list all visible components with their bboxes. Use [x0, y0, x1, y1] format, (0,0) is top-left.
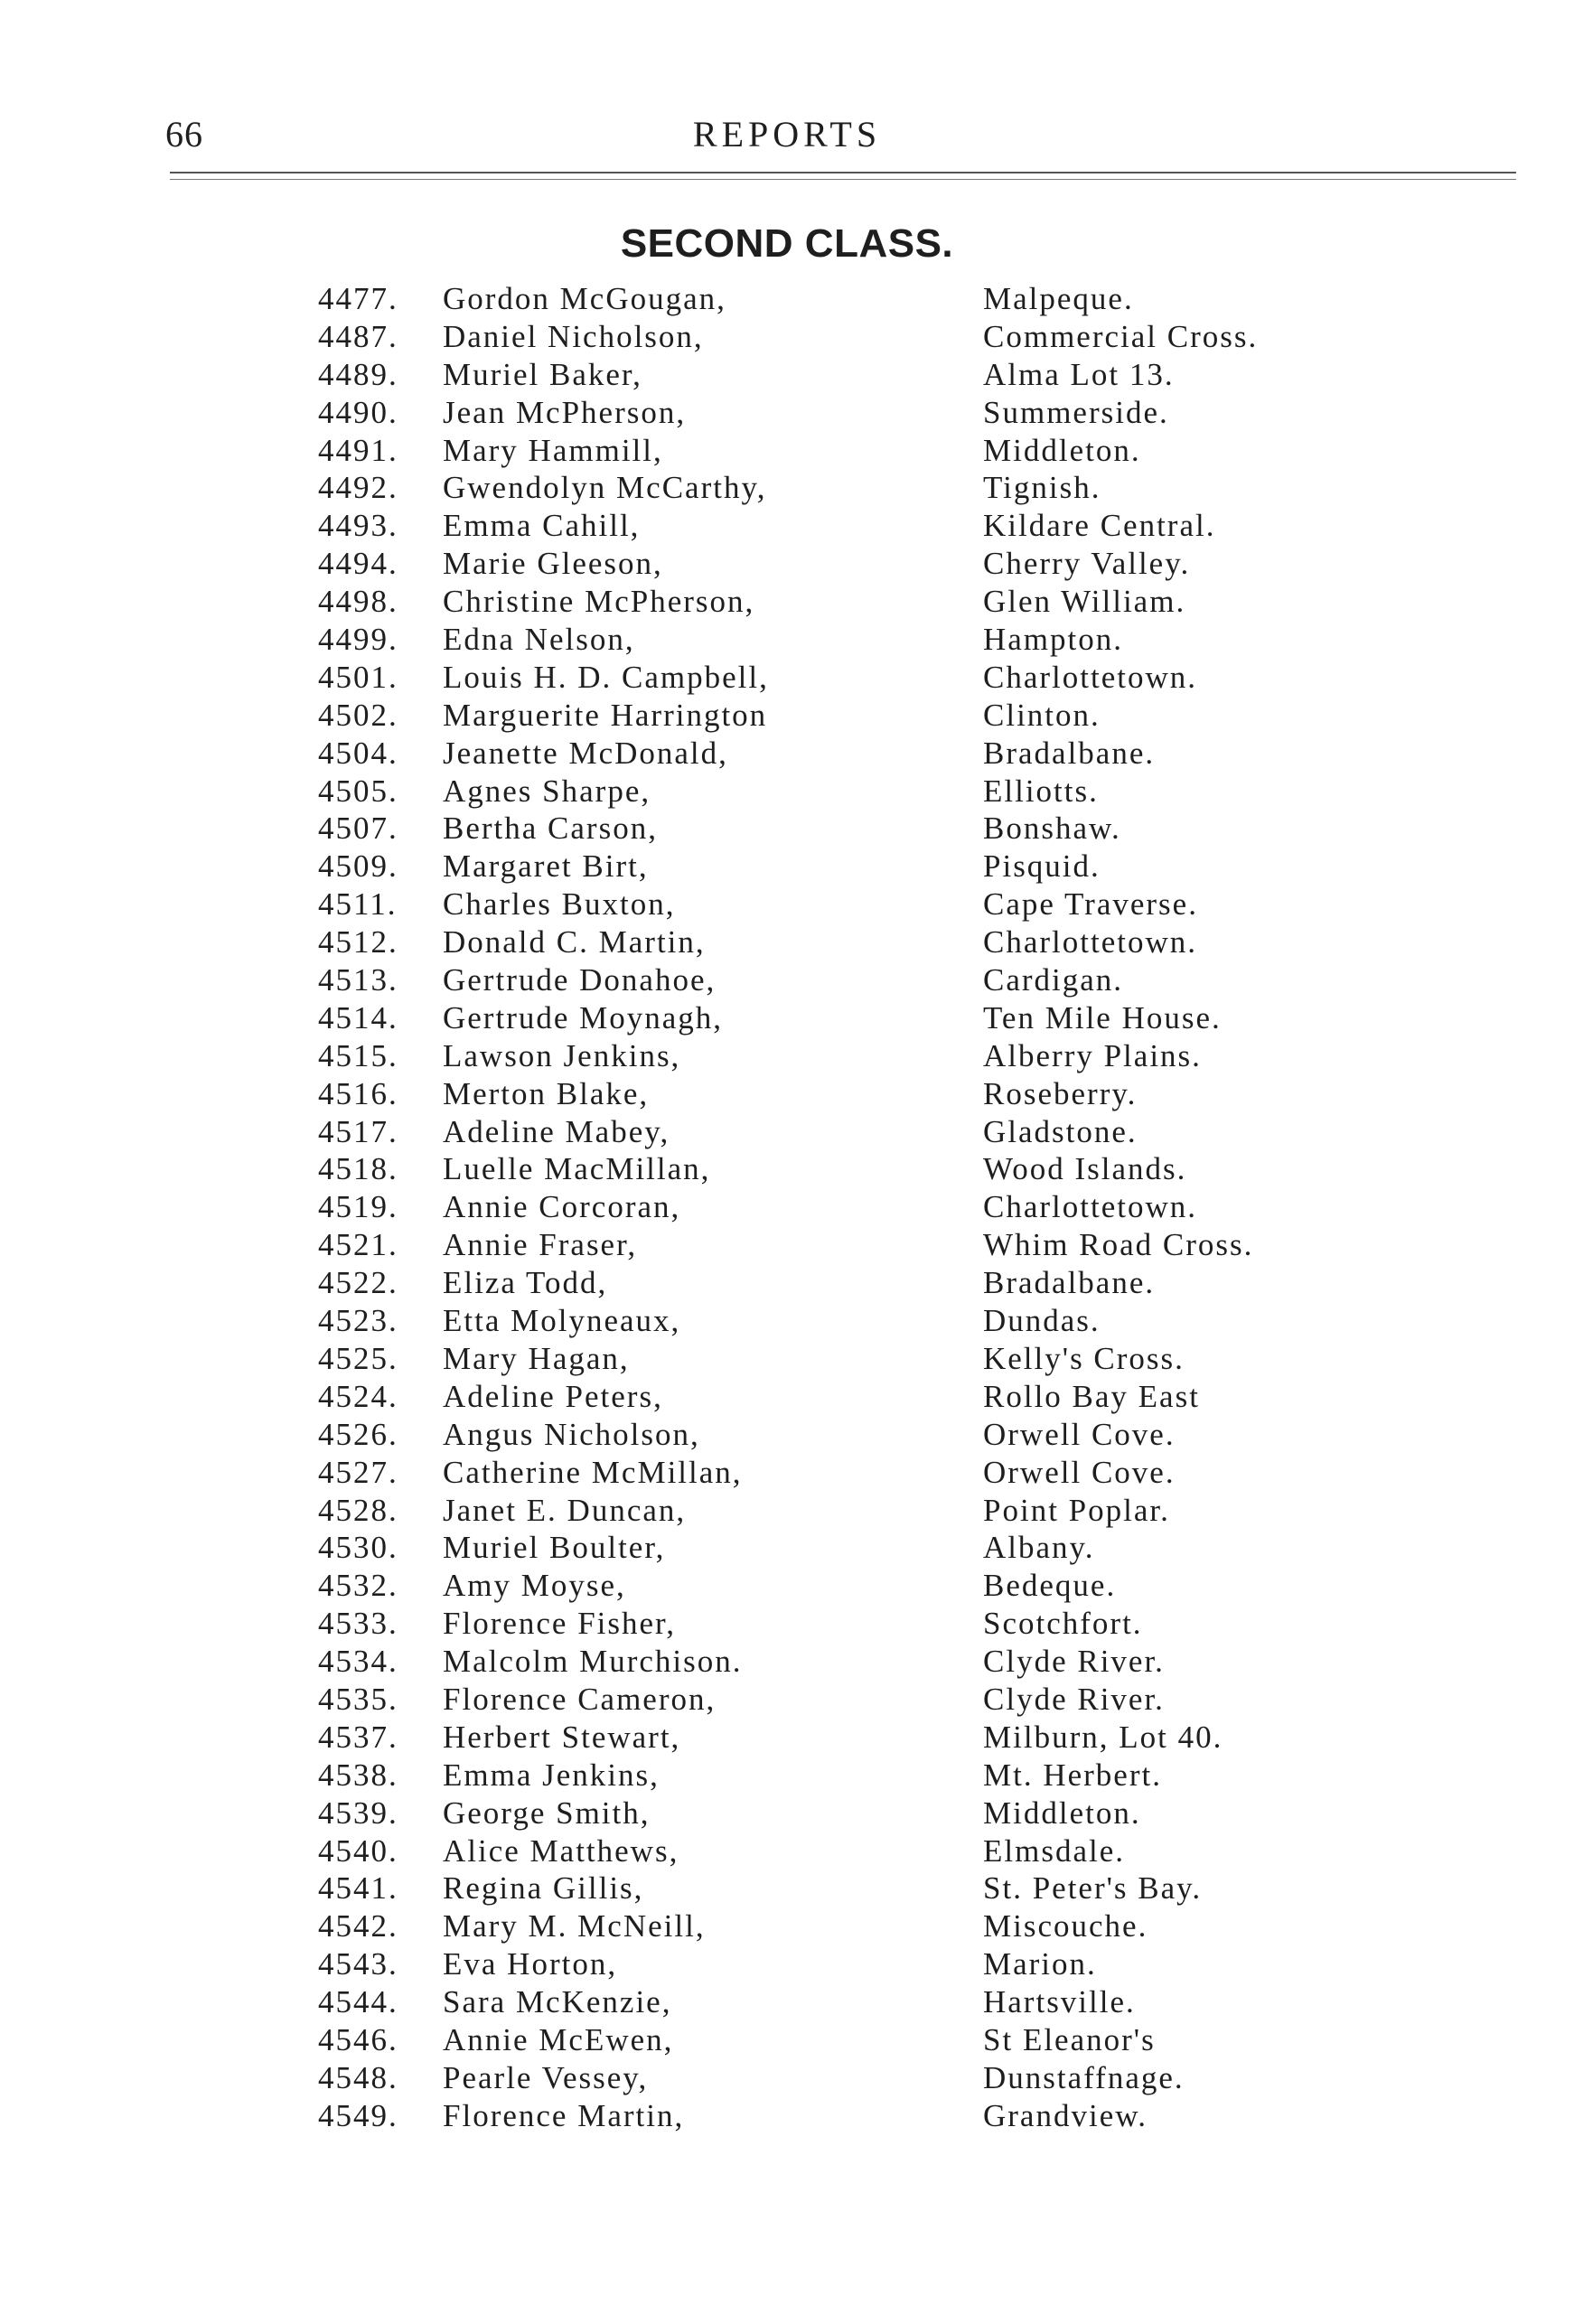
- entry-number: 4527.: [318, 1454, 398, 1490]
- list-item: [0, 1302, 1574, 1340]
- entry-place: Albany.: [983, 1530, 1095, 1566]
- list-item: [0, 545, 1574, 583]
- entry-name: Eliza Todd,: [443, 1265, 608, 1301]
- entry-place: Clyde River.: [983, 1681, 1165, 1717]
- entry-place: Tignish.: [983, 470, 1101, 506]
- entry-place: Middleton.: [983, 1795, 1141, 1831]
- entry-number: 4543.: [318, 1946, 398, 1982]
- list-item: [0, 810, 1574, 848]
- entry-place: Hampton.: [983, 622, 1124, 658]
- entry-number: 4509.: [318, 848, 398, 885]
- entry-number: 4532.: [318, 1568, 398, 1604]
- entry-number: 4523.: [318, 1303, 398, 1339]
- entry-place: Scotchfort.: [983, 1606, 1143, 1642]
- entry-name: Pearle Vessey,: [443, 2059, 649, 2095]
- entry-number: 4519.: [318, 1189, 398, 1225]
- entry-place: Alberry Plains.: [983, 1037, 1202, 1073]
- entry-name: Mary M. McNeill,: [443, 1908, 706, 1944]
- entry-place: Orwell Cove.: [983, 1416, 1176, 1452]
- entry-place: Pisquid.: [983, 848, 1101, 885]
- entry-place: Bonshaw.: [983, 811, 1121, 847]
- entry-place: Clinton.: [983, 697, 1101, 733]
- entry-name: Donald C. Martin,: [443, 924, 706, 961]
- header-rule-lower: [170, 179, 1516, 180]
- list-item: [0, 1983, 1574, 2021]
- list-item: [0, 1681, 1574, 1719]
- entry-place: Kelly's Cross.: [983, 1340, 1185, 1376]
- entry-place: Charlottetown.: [983, 659, 1197, 695]
- list-item: [0, 621, 1574, 659]
- entry-number: 4502.: [318, 697, 398, 733]
- entry-place: Bradalbane.: [983, 1265, 1156, 1301]
- entry-name: Merton Blake,: [443, 1075, 650, 1111]
- entry-place: Cardigan.: [983, 962, 1124, 998]
- entry-number: 4542.: [318, 1908, 398, 1944]
- entry-place: Gladstone.: [983, 1113, 1138, 1149]
- entry-number: 4549.: [318, 2097, 398, 2133]
- entry-number: 4512.: [318, 924, 398, 961]
- entry-name: Malcolm Murchison.: [443, 1644, 743, 1680]
- entry-place: Charlottetown.: [983, 1189, 1197, 1225]
- entry-place: Bradalbane.: [983, 735, 1156, 771]
- entry-number: 4491.: [318, 432, 398, 468]
- entry-number: 4539.: [318, 1795, 398, 1831]
- entry-number: 4541.: [318, 1870, 398, 1907]
- entry-number: 4535.: [318, 1681, 398, 1717]
- list-item: [0, 1567, 1574, 1605]
- list-item: [0, 1945, 1574, 1983]
- entry-place: Middleton.: [983, 432, 1141, 468]
- entry-name: Jeanette McDonald,: [443, 735, 728, 771]
- list-item: [0, 469, 1574, 507]
- entry-name: Adeline Mabey,: [443, 1113, 670, 1149]
- entry-number: 4493.: [318, 508, 398, 544]
- entry-name: Gertrude Moynagh,: [443, 999, 724, 1035]
- entry-name: Muriel Boulter,: [443, 1530, 666, 1566]
- entry-number: 4521.: [318, 1227, 398, 1263]
- entry-list: [0, 280, 1574, 2135]
- entry-name: Herbert Stewart,: [443, 1719, 681, 1755]
- entry-number: 4530.: [318, 1530, 398, 1566]
- list-item: [0, 356, 1574, 394]
- entry-place: Whim Road Cross.: [983, 1227, 1254, 1263]
- entry-place: Malpeque.: [983, 281, 1134, 316]
- entry-number: 4504.: [318, 735, 398, 771]
- entry-place: Elmsdale.: [983, 1832, 1125, 1869]
- entry-number: 4537.: [318, 1719, 398, 1755]
- entry-place: Glen William.: [983, 584, 1186, 620]
- entry-name: Alice Matthews,: [443, 1832, 679, 1869]
- list-item: [0, 1795, 1574, 1832]
- header-rule-upper: [170, 172, 1516, 173]
- entry-number: 4544.: [318, 1984, 398, 2020]
- page-number: 66: [165, 114, 203, 155]
- entry-name: Louis H. D. Campbell,: [443, 659, 769, 695]
- entry-number: 4513.: [318, 962, 398, 998]
- entry-name: Emma Jenkins,: [443, 1757, 660, 1793]
- entry-number: 4492.: [318, 470, 398, 506]
- list-item: [0, 432, 1574, 470]
- header-rule: [170, 172, 1516, 184]
- list-item: [0, 2097, 1574, 2135]
- entry-name: Eva Horton,: [443, 1946, 618, 1982]
- list-item: [0, 507, 1574, 545]
- list-item: [0, 1492, 1574, 1530]
- list-item: [0, 735, 1574, 773]
- entry-number: 4498.: [318, 584, 398, 620]
- list-item: [0, 1643, 1574, 1681]
- entry-place: Hartsville.: [983, 1984, 1136, 2020]
- entry-number: 4526.: [318, 1416, 398, 1452]
- list-item: [0, 1150, 1574, 1188]
- entry-name: Florence Cameron,: [443, 1681, 717, 1717]
- entry-number: 4524.: [318, 1378, 398, 1414]
- list-item: [0, 2021, 1574, 2059]
- entry-place: Summerside.: [983, 394, 1169, 430]
- entry-place: Roseberry.: [983, 1075, 1138, 1111]
- entry-name: Margaret Birt,: [443, 848, 649, 885]
- entry-number: 4518.: [318, 1151, 398, 1187]
- list-item: [0, 1757, 1574, 1795]
- entry-place: Dundas.: [983, 1303, 1101, 1339]
- entry-name: Annie McEwen,: [443, 2021, 674, 2057]
- entry-place: Dunstaffnage.: [983, 2059, 1185, 2095]
- entry-number: 4477.: [318, 281, 398, 316]
- entry-name: Edna Nelson,: [443, 622, 635, 658]
- entry-number: 4517.: [318, 1113, 398, 1149]
- entry-place: Miscouche.: [983, 1908, 1148, 1944]
- entry-name: Daniel Nicholson,: [443, 318, 704, 354]
- entry-place: Marion.: [983, 1946, 1097, 1982]
- entry-number: 4505.: [318, 773, 398, 809]
- entry-name: Janet E. Duncan,: [443, 1492, 687, 1528]
- list-item: [0, 1113, 1574, 1151]
- entry-name: Emma Cahill,: [443, 508, 641, 544]
- list-item: [0, 923, 1574, 961]
- entry-place: Rollo Bay East: [983, 1378, 1200, 1414]
- entry-number: 4540.: [318, 1832, 398, 1869]
- entry-number: 4487.: [318, 318, 398, 354]
- entry-number: 4489.: [318, 356, 398, 392]
- list-item: [0, 1037, 1574, 1075]
- entry-place: Cherry Valley.: [983, 546, 1191, 582]
- list-item: [0, 1605, 1574, 1643]
- entry-name: Gertrude Donahoe,: [443, 962, 717, 998]
- list-item: [0, 1529, 1574, 1567]
- entry-number: 4515.: [318, 1037, 398, 1073]
- entry-name: Marguerite Harrington: [443, 697, 768, 733]
- entry-number: 4507.: [318, 811, 398, 847]
- entry-place: St Eleanor's: [983, 2021, 1156, 2057]
- entry-place: Orwell Cove.: [983, 1454, 1176, 1490]
- entry-name: Luelle MacMillan,: [443, 1151, 711, 1187]
- list-item: [0, 1907, 1574, 1945]
- list-item: [0, 1416, 1574, 1454]
- entry-name: Muriel Baker,: [443, 356, 642, 392]
- running-head: REPORTS: [692, 114, 882, 155]
- entry-place: Wood Islands.: [983, 1151, 1187, 1187]
- entry-name: Florence Fisher,: [443, 1606, 677, 1642]
- list-item: [0, 1378, 1574, 1416]
- list-item: [0, 848, 1574, 886]
- entry-number: 4533.: [318, 1606, 398, 1642]
- section-title: SECOND CLASS.: [620, 221, 954, 266]
- entry-number: 4538.: [318, 1757, 398, 1793]
- entry-name: Amy Moyse,: [443, 1568, 626, 1604]
- entry-number: 4528.: [318, 1492, 398, 1528]
- list-item: [0, 1226, 1574, 1264]
- list-item: [0, 280, 1574, 318]
- list-item: [0, 961, 1574, 999]
- list-item: [0, 318, 1574, 356]
- list-item: [0, 1264, 1574, 1302]
- entry-place: Elliotts.: [983, 773, 1099, 809]
- entry-place: Commercial Cross.: [983, 318, 1259, 354]
- entry-place: Kildare Central.: [983, 508, 1216, 544]
- entry-number: 4548.: [318, 2059, 398, 2095]
- entry-name: Christine McPherson,: [443, 584, 755, 620]
- list-item: [0, 1832, 1574, 1870]
- entry-number: 4534.: [318, 1644, 398, 1680]
- entry-place: Alma Lot 13.: [983, 356, 1175, 392]
- entry-name: Gordon McGougan,: [443, 281, 726, 316]
- entry-number: 4516.: [318, 1075, 398, 1111]
- list-item: [0, 1340, 1574, 1378]
- entry-number: 4525.: [318, 1340, 398, 1376]
- entry-name: Angus Nicholson,: [443, 1416, 700, 1452]
- entry-name: Agnes Sharpe,: [443, 773, 651, 809]
- entry-place: Milburn, Lot 40.: [983, 1719, 1223, 1755]
- list-item: [0, 2059, 1574, 2097]
- entry-number: 4490.: [318, 394, 398, 430]
- entry-place: St. Peter's Bay.: [983, 1870, 1203, 1907]
- entry-name: Regina Gillis,: [443, 1870, 644, 1907]
- entry-place: Bedeque.: [983, 1568, 1117, 1604]
- list-item: [0, 999, 1574, 1037]
- entry-name: Marie Gleeson,: [443, 546, 663, 582]
- list-item: [0, 1719, 1574, 1757]
- list-item: [0, 1454, 1574, 1492]
- entry-name: Jean McPherson,: [443, 394, 687, 430]
- entry-name: Adeline Peters,: [443, 1378, 663, 1414]
- entry-name: Lawson Jenkins,: [443, 1037, 681, 1073]
- list-item: [0, 1188, 1574, 1226]
- list-item: [0, 773, 1574, 811]
- entry-name: Mary Hagan,: [443, 1340, 630, 1376]
- entry-name: Etta Molyneaux,: [443, 1303, 681, 1339]
- entry-number: 4514.: [318, 999, 398, 1035]
- list-item: [0, 1075, 1574, 1113]
- entry-name: Annie Fraser,: [443, 1227, 638, 1263]
- list-item: [0, 394, 1574, 432]
- list-item: [0, 886, 1574, 923]
- entry-name: Gwendolyn McCarthy,: [443, 470, 767, 506]
- entry-number: 4501.: [318, 659, 398, 695]
- entry-number: 4494.: [318, 546, 398, 582]
- list-item: [0, 659, 1574, 697]
- entry-place: Clyde River.: [983, 1644, 1165, 1680]
- entry-place: Point Poplar.: [983, 1492, 1170, 1528]
- entry-name: Florence Martin,: [443, 2097, 685, 2133]
- entry-place: Charlottetown.: [983, 924, 1197, 961]
- entry-name: Mary Hammill,: [443, 432, 663, 468]
- list-item: [0, 583, 1574, 621]
- entry-place: Grandview.: [983, 2097, 1148, 2133]
- entry-name: Catherine McMillan,: [443, 1454, 743, 1490]
- entry-number: 4546.: [318, 2021, 398, 2057]
- list-item: [0, 697, 1574, 735]
- entry-name: Charles Buxton,: [443, 886, 676, 923]
- entry-name: Sara McKenzie,: [443, 1984, 672, 2020]
- entry-number: 4522.: [318, 1265, 398, 1301]
- entry-place: Mt. Herbert.: [983, 1757, 1162, 1793]
- list-item: [0, 1870, 1574, 1907]
- entry-name: Bertha Carson,: [443, 811, 658, 847]
- entry-name: Annie Corcoran,: [443, 1189, 681, 1225]
- entry-number: 4511.: [318, 886, 398, 923]
- entry-name: George Smith,: [443, 1795, 651, 1831]
- entry-number: 4499.: [318, 622, 398, 658]
- entry-place: Cape Traverse.: [983, 886, 1198, 923]
- entry-place: Ten Mile House.: [983, 999, 1222, 1035]
